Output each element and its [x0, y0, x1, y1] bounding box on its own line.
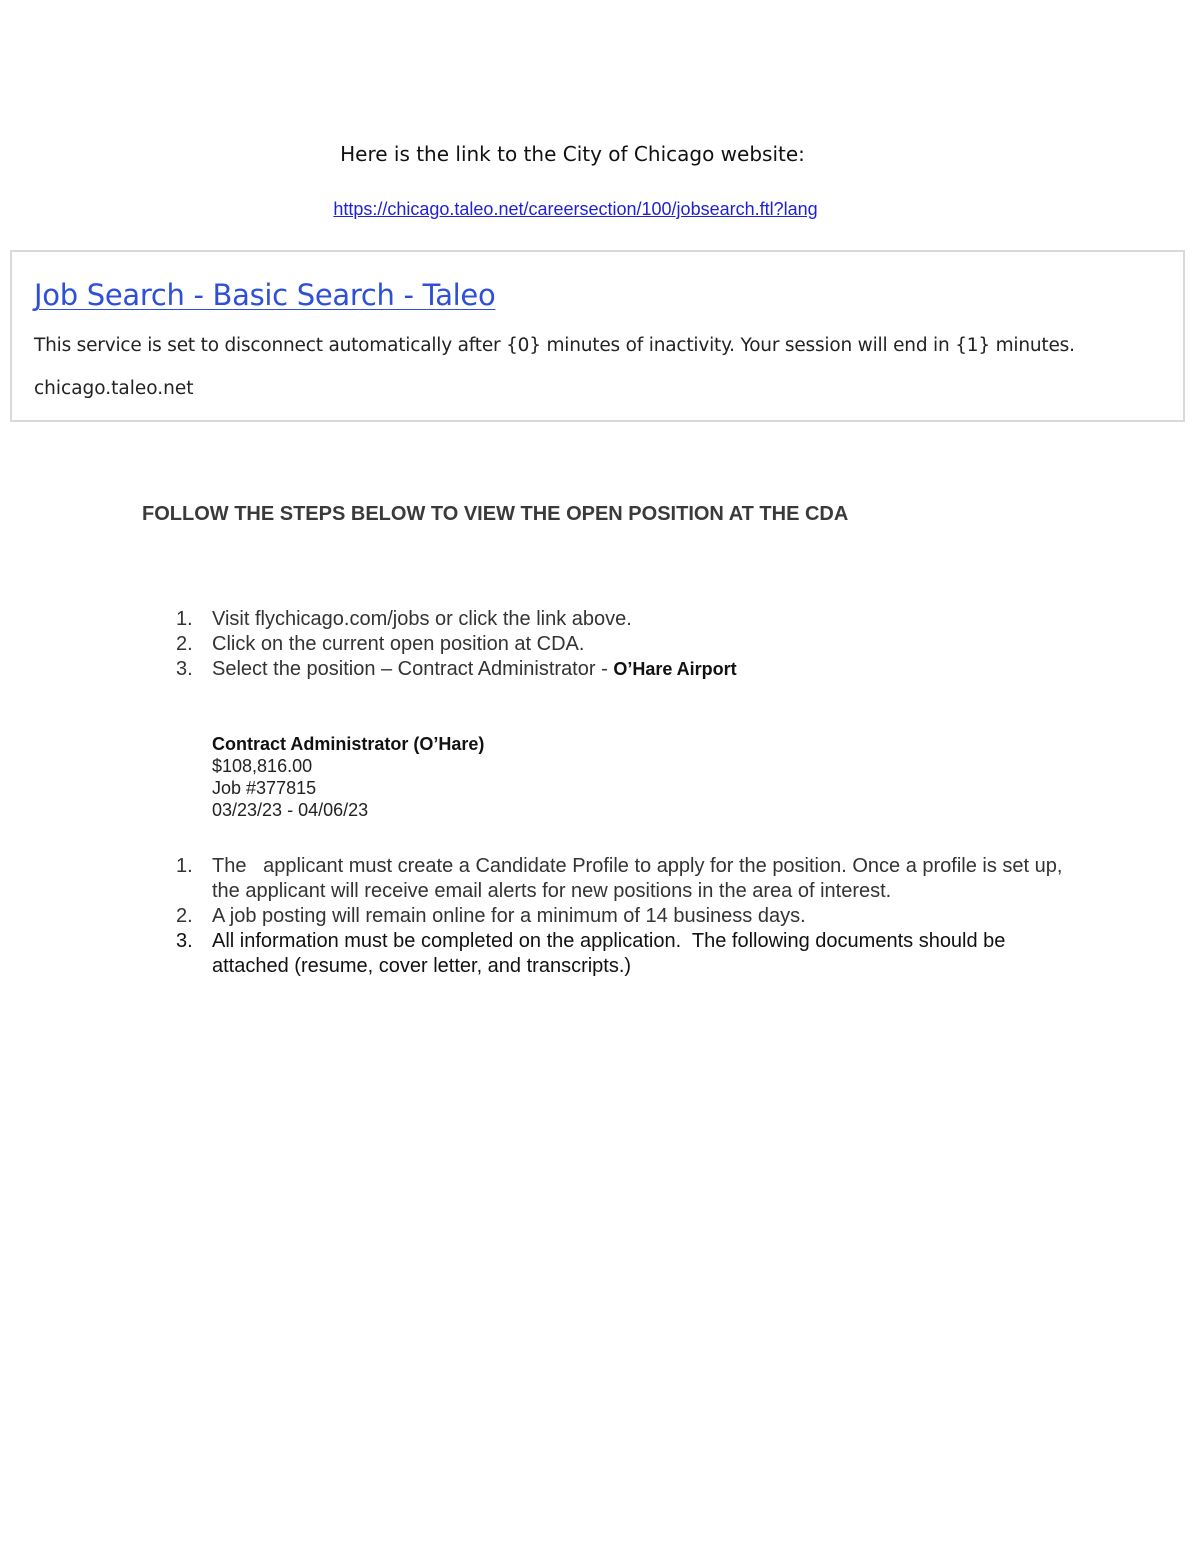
- list-number: 3.: [176, 658, 193, 680]
- steps-list: [0, 607, 1060, 682]
- job-summary: [212, 733, 484, 821]
- preview-description: This service is set to disconnect automatically after {0} minutes of inactivity. Your session will end in {1} minutes.: [34, 335, 1075, 356]
- step-text: Select the position – Contract Administrator -: [212, 658, 614, 680]
- preview-domain: chicago.taleo.net: [34, 378, 194, 399]
- list-number: 1.: [176, 608, 193, 630]
- list-item: [0, 929, 1075, 979]
- note-text: The applicant must create a Candidate Profile to apply for the position. Once a profile is set up, the applicant will receive email alerts for new positions in the area of interest.: [212, 855, 1069, 902]
- list-item: [0, 607, 1060, 632]
- taleo-link[interactable]: https://chicago.taleo.net/careersection/100/jobsearch.ftl?lang: [333, 199, 818, 219]
- list-item: [0, 854, 1075, 904]
- preview-title-link[interactable]: Job Search - Basic Search - Taleo: [34, 278, 496, 312]
- steps-heading: FOLLOW THE STEPS BELOW TO VIEW THE OPEN POSITION AT THE CDA: [142, 503, 849, 525]
- link-preview-card[interactable]: [10, 250, 1185, 422]
- step-text: Click on the current open position at CDA.: [212, 633, 585, 655]
- job-number: Job #377815: [212, 778, 317, 798]
- intro-text: Here is the link to the City of Chicago website:: [340, 142, 805, 166]
- step-text: Visit flychicago.com/jobs or click the link above.: [212, 608, 632, 630]
- notes-list: [0, 854, 1075, 979]
- job-salary: $108,816.00: [212, 756, 313, 776]
- note-text: A job posting will remain online for a minimum of 14 business days.: [212, 905, 806, 927]
- list-number: 2.: [176, 905, 193, 927]
- step-bold-text: O’Hare Airport: [613, 659, 737, 679]
- list-number: 2.: [176, 633, 193, 655]
- list-number: 3.: [176, 930, 193, 952]
- list-item: [0, 904, 1075, 929]
- job-title: Contract Administrator (O’Hare): [212, 734, 485, 754]
- note-text: All information must be completed on the application. The following documents should be attached (resume, cover letter, and transcripts.): [212, 930, 1011, 977]
- list-number: 1.: [176, 855, 193, 877]
- list-item: [0, 632, 1060, 657]
- job-dates: 03/23/23 - 04/06/23: [212, 800, 369, 820]
- list-item: [0, 657, 1060, 682]
